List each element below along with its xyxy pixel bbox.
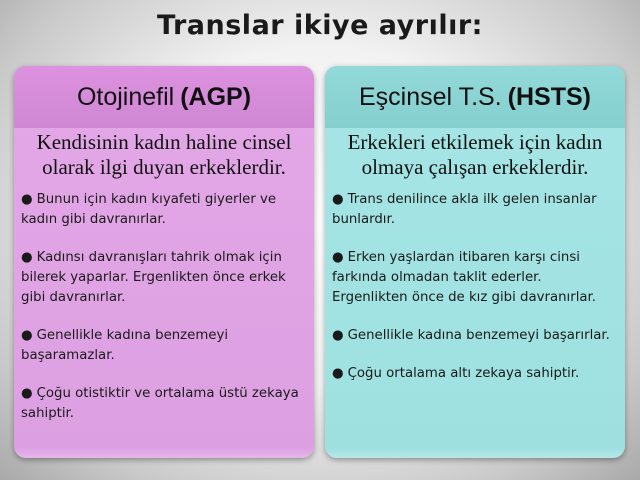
agp-panel-heading xyxy=(14,66,314,128)
bullet-icon: ● xyxy=(332,328,344,343)
list-item xyxy=(21,248,308,308)
list-item xyxy=(332,364,619,384)
bullet-text: Genellikle kadına benzemeyi başaramazlar. xyxy=(21,328,229,363)
agp-panel xyxy=(14,66,314,458)
hsts-heading-abbr: (HSTS) xyxy=(507,82,591,111)
bullet-text: Çoğu ortalama altı zekaya sahiptir. xyxy=(347,366,580,381)
bullet-icon: ● xyxy=(21,386,33,401)
bullet-text: Bunun için kadın kıyafeti giyerler ve kadın gibi davranırlar. xyxy=(21,192,277,227)
bullet-text: Erken yaşlardan itibaren karşı cinsi farkında olmadan taklit ederler. Ergenlikten önce de kız gibi davranırlar. xyxy=(332,250,597,305)
bullet-text: Kadınsı davranışları tahrik olmak için bilerek yaparlar. Ergenlikten önce erkek gibi davranırlar. xyxy=(21,250,286,305)
list-item xyxy=(21,384,308,424)
panel-edge-divider xyxy=(14,448,314,458)
agp-heading-abbr: (AGP) xyxy=(180,82,252,111)
hsts-definition: Erkekleri etkilemek için kadın olmaya çalışan erkeklerdir. xyxy=(347,130,603,179)
list-item xyxy=(21,326,308,366)
panel-edge-divider xyxy=(325,448,625,458)
bullet-icon: ● xyxy=(332,250,344,265)
agp-heading-text: Otojinefil xyxy=(76,82,175,111)
list-item xyxy=(332,248,619,308)
bullet-icon: ● xyxy=(21,250,33,265)
agp-bullet-list xyxy=(14,180,314,424)
bullet-text: Genellikle kadına benzemeyi başarırlar. xyxy=(347,328,610,343)
bullet-text: Çoğu otistiktir ve ortalama üstü zekaya sahiptir. xyxy=(21,386,299,421)
slide-title: Translar ikiye ayrılır: xyxy=(157,10,483,41)
bullet-icon: ● xyxy=(21,192,33,207)
bullet-icon: ● xyxy=(21,328,33,343)
hsts-panel xyxy=(325,66,625,458)
bullet-icon: ● xyxy=(332,366,344,381)
hsts-heading-text: Eşcinsel T.S. xyxy=(359,82,502,111)
hsts-panel-heading xyxy=(325,66,625,128)
agp-definition: Kendisinin kadın haline cinsel olarak ilgi duyan erkeklerdir. xyxy=(36,130,292,179)
list-item xyxy=(332,190,619,230)
list-item xyxy=(332,326,619,346)
list-item xyxy=(21,190,308,230)
bullet-text: Trans denilince akla ilk gelen insanlar bunlardır. xyxy=(332,192,597,227)
hsts-bullet-list xyxy=(325,180,625,384)
bullet-icon: ● xyxy=(332,192,344,207)
